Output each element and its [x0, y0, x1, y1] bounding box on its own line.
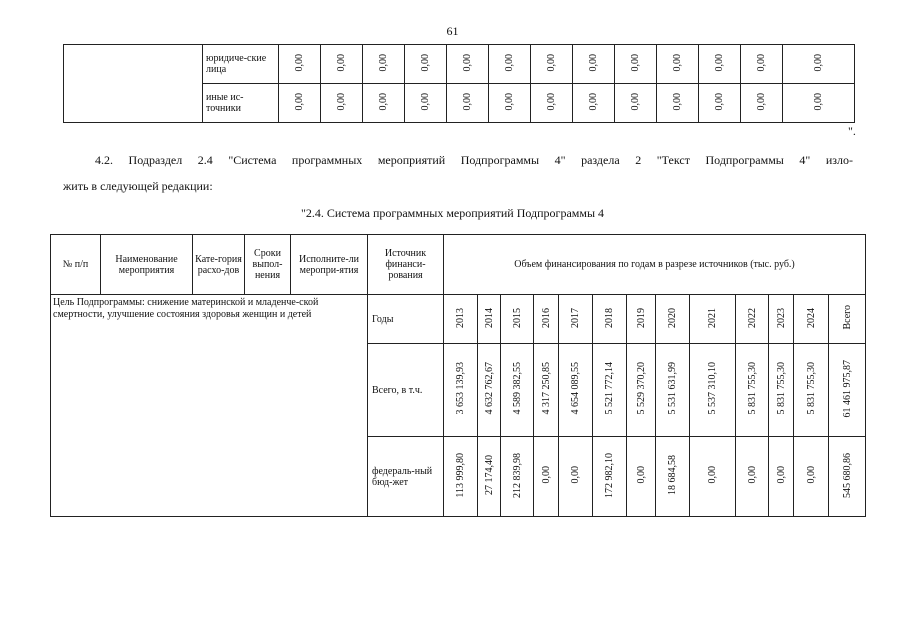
table-cell: 172 982,10	[593, 437, 627, 517]
table-cell: 0,00	[741, 84, 783, 123]
table-cell: 0,00	[794, 437, 829, 517]
table-cell: 0,00	[615, 84, 657, 123]
table-cell: 0,00	[699, 45, 741, 84]
header-source: Источник финанси-рования	[368, 235, 444, 295]
year-cell: 2014	[478, 295, 501, 344]
table-cell: 0,00	[363, 45, 405, 84]
table-cell: 0,00	[559, 437, 593, 517]
header-executors: Исполните-ли меропри-ятия	[291, 235, 368, 295]
top-funding-table	[63, 44, 855, 123]
years-label: Годы	[368, 295, 444, 344]
table-cell: 5 537 310,10	[690, 344, 736, 437]
table-cell: 0,00	[489, 45, 531, 84]
table-cell: 3 653 139,93	[444, 344, 478, 437]
table-cell: 0,00	[657, 84, 699, 123]
paragraph-line-2: жить в следующей редакции:	[63, 179, 213, 193]
header-terms: Сроки выпол-нения	[245, 235, 291, 295]
blank-cell	[64, 45, 203, 123]
table-cell: 0,00	[741, 45, 783, 84]
table-cell: 0,00	[783, 45, 855, 84]
source-label: федераль-ный бюд-жет	[368, 437, 444, 517]
year-cell: 2017	[559, 295, 593, 344]
table-cell: 5 831 755,30	[736, 344, 769, 437]
table-cell: 5 831 755,30	[769, 344, 794, 437]
year-cell: 2022	[736, 295, 769, 344]
table-cell: 0,00	[405, 84, 447, 123]
table-cell: 0,00	[279, 84, 321, 123]
table-cell: 0,00	[573, 45, 615, 84]
table-cell: 4 654 089,55	[559, 344, 593, 437]
table-cell: 0,00	[531, 84, 573, 123]
header-num: № п/п	[51, 235, 101, 295]
year-cell: 2015	[501, 295, 534, 344]
table-cell: 0,00	[447, 84, 489, 123]
page-number: 61	[446, 24, 459, 38]
table-cell: 0,00	[769, 437, 794, 517]
years-row	[51, 295, 866, 344]
table-cell: 0,00	[657, 45, 699, 84]
table-cell: 0,00	[447, 45, 489, 84]
table-cell: 0,00	[279, 45, 321, 84]
table-cell: 18 684,58	[656, 437, 690, 517]
table-cell: 0,00	[736, 437, 769, 517]
table-cell: 0,00	[321, 45, 363, 84]
year-cell: 2020	[656, 295, 690, 344]
closing-quote: ".	[848, 124, 856, 138]
table-cell: 4 317 250,85	[534, 344, 559, 437]
table-cell: 0,00	[627, 437, 656, 517]
paragraph-line-1: 4.2. Подраздел 2.4 "Система программных мероприятий Подпрограммы 4" раздела 2 "Текст Подпрограммы 4" изло-	[95, 153, 853, 167]
table-cell: 0,00	[531, 45, 573, 84]
table-cell: 212 839,98	[501, 437, 534, 517]
year-cell: 2019	[627, 295, 656, 344]
table-row	[64, 45, 855, 84]
year-cell: 2023	[769, 295, 794, 344]
table-cell: 4 632 762,67	[478, 344, 501, 437]
table-cell: 0,00	[690, 437, 736, 517]
table-cell: 5 521 772,14	[593, 344, 627, 437]
amendment-paragraph	[63, 147, 853, 199]
table-cell: 0,00	[783, 84, 855, 123]
year-cell: Всего	[829, 295, 866, 344]
table-cell: 0,00	[321, 84, 363, 123]
table-cell: 4 589 382,55	[501, 344, 534, 437]
year-cell: 2013	[444, 295, 478, 344]
table-cell: 5 531 631,99	[656, 344, 690, 437]
table-cell: 0,00	[573, 84, 615, 123]
header-funding: Объем финансирования по годам в разрезе источников (тыс. руб.)	[444, 235, 866, 295]
table-cell: 113 999,80	[444, 437, 478, 517]
table-cell: 0,00	[405, 45, 447, 84]
table-cell: 27 174,40	[478, 437, 501, 517]
row-label: юридиче-ские лица	[203, 45, 279, 84]
year-cell: 2021	[690, 295, 736, 344]
table-cell: 5 831 755,30	[794, 344, 829, 437]
year-cell: 2016	[534, 295, 559, 344]
header-category: Кате-гория расхо-дов	[193, 235, 245, 295]
table-cell: 61 461 975,87	[829, 344, 866, 437]
table-cell: 545 680,86	[829, 437, 866, 517]
source-label: Всего, в т.ч.	[368, 344, 444, 437]
table-cell: 0,00	[363, 84, 405, 123]
program-activities-table	[50, 234, 866, 517]
row-label: иные ис-точники	[203, 84, 279, 123]
table-cell: 0,00	[699, 84, 741, 123]
year-cell: 2024	[794, 295, 829, 344]
year-cell: 2018	[593, 295, 627, 344]
table-cell: 0,00	[534, 437, 559, 517]
table-cell: 5 529 370,20	[627, 344, 656, 437]
header-row	[51, 235, 866, 295]
table-cell: 0,00	[489, 84, 531, 123]
goal-text: Цель Подпрограммы: снижение материнской и младенче-ской смертности, улучшение состояния здоровья женщин и детей	[51, 295, 368, 517]
table-cell: 0,00	[615, 45, 657, 84]
header-name: Наименование мероприятия	[101, 235, 193, 295]
section-heading: "2.4. Система программных мероприятий Подпрограммы 4	[300, 206, 605, 220]
